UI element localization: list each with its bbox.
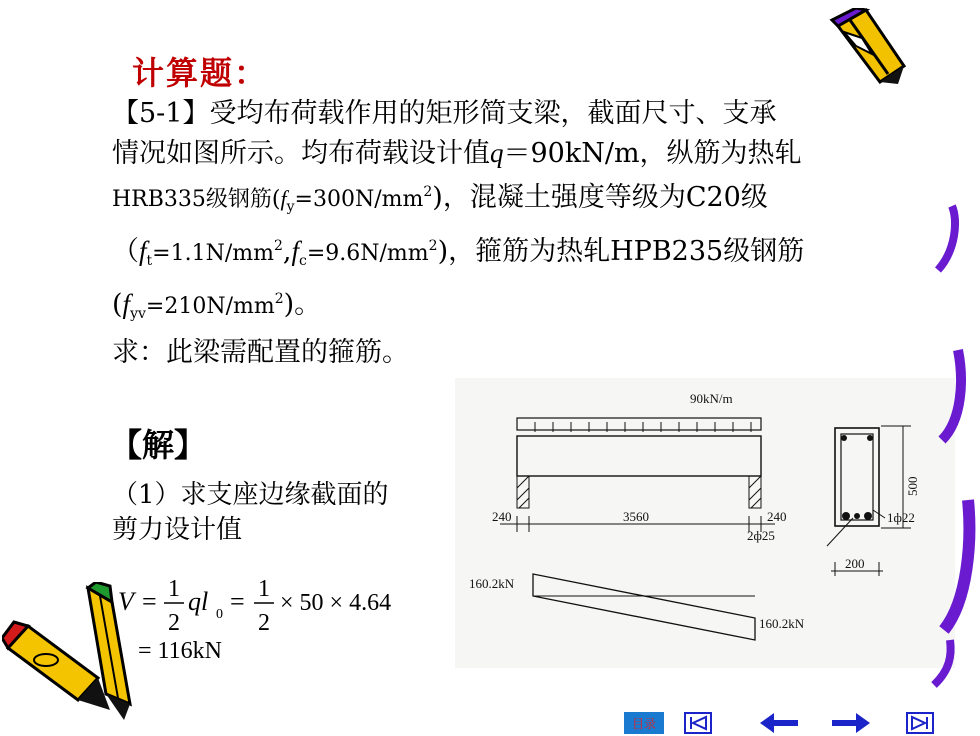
solution-title: 【解】: [110, 426, 207, 464]
problem-text: [112, 95, 942, 372]
svg-text:=: =: [230, 587, 245, 616]
arrow-left-icon[interactable]: [758, 710, 802, 736]
svg-text:1: 1: [168, 576, 180, 602]
right-support-dimension: 240: [767, 509, 787, 524]
problem-line-5: $(f_{yv}=210N/mm^2)$。: [112, 289, 322, 322]
problem-line-2: 情况如图所示。均布荷载设计值q＝90kN/m，纵筋为热轧: [112, 137, 802, 169]
pencil-clipart-icon: [826, 8, 906, 84]
contents-label: 目录: [631, 716, 656, 731]
decorative-purple-brackets: [928, 200, 980, 700]
shear-formula: [116, 566, 436, 676]
solution-step-1: （1）求支座边缘截面的 剪力设计值: [112, 480, 389, 545]
top-bar-label: 1ф22: [887, 510, 915, 525]
problem-line-1: 【5-1】受均布荷载作用的矩形简支梁，截面尺寸、支承: [112, 98, 777, 129]
svg-text:=: =: [142, 587, 157, 616]
svg-text:= 116kN: = 116kN: [138, 638, 222, 664]
svg-text:2: 2: [258, 610, 270, 636]
beam-diagram: [455, 378, 955, 668]
shear-left-label: 160.2kN: [469, 576, 515, 591]
svg-text:0: 0: [216, 607, 223, 622]
arrow-right-icon[interactable]: [828, 710, 872, 736]
problem-line-3: HRB335级钢筋$(f_y=300N/mm^2)$，混凝土强度等级为C20级: [112, 182, 768, 215]
bottom-bars-label: 2ф25: [747, 528, 775, 543]
shear-right-label: 160.2kN: [759, 616, 805, 631]
span-dimension: 3560: [623, 509, 649, 524]
svg-text:2: 2: [168, 610, 180, 636]
svg-text:V: V: [118, 587, 134, 616]
first-page-icon[interactable]: [678, 710, 722, 736]
load-label: 90kN/m: [690, 391, 733, 406]
last-page-icon[interactable]: [900, 710, 944, 736]
question-text: 求：此梁需配置的箍筋。: [112, 336, 409, 368]
svg-text:1: 1: [258, 576, 270, 602]
section-height-dimension: 500: [905, 476, 920, 496]
svg-text:ql: ql: [188, 587, 209, 616]
problem-line-4: $(f_t=1.1N/mm^2,f_c=9.6N/mm^2)$，箍筋为热轧HPB235级钢筋: [112, 235, 805, 269]
page-title: 计算题：: [132, 54, 269, 92]
section-width-dimension: 200: [845, 556, 865, 571]
svg-text:× 50 × 4.64: × 50 × 4.64: [280, 590, 392, 616]
pencils-clipart-icon: [2, 582, 152, 722]
contents-button[interactable]: [624, 712, 664, 734]
left-support-dimension: 240: [492, 509, 512, 524]
